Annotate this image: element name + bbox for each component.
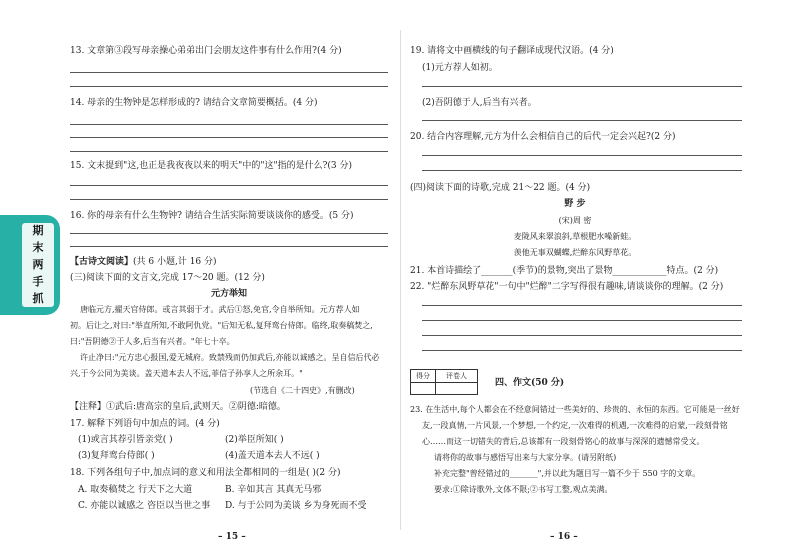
passage-line: 曰:"吾阴德②于人多,后当有兴者。"年七十卒。 — [70, 337, 235, 346]
question-17-item: (2)举臣所知( ) — [225, 435, 284, 445]
option-c[interactable]: C. 亦能以诚感之 咨臣以当世之事 — [78, 501, 211, 511]
section-note: (共 6 小题,计 16 分) — [133, 257, 217, 267]
passage-source: (节选自《二十四史》,有删改) — [250, 386, 355, 395]
page-number: – 15 – — [218, 532, 246, 542]
passage-line: 唐临元方,擢天官侍郎。或言其弱于才。武后①怒,免官,令自举所知。元方荐人如 — [80, 305, 360, 314]
option-d[interactable]: D. 与于公同为美谈 乡为身死而不受 — [225, 501, 367, 511]
answer-line[interactable] — [70, 233, 388, 234]
question-20: 20. 结合内容理解,元方为什么会相信自己的后代一定会兴起?(2 分) — [410, 132, 676, 142]
poem-title: 野 步 — [564, 199, 586, 209]
score-label: 得分 — [411, 370, 436, 383]
answer-line[interactable] — [70, 86, 388, 87]
question-15: 15. 文末提到"这,也正是我夜夜以来的明天"中的"这"指的是什么?(3 分) — [70, 161, 353, 171]
essay-prompt: 友,一段真情,一片风景,一个梦想,一个约定,一次难得的机遇,一次难得的启蒙,一段刻骨铭 — [422, 421, 728, 430]
section-heading — [70, 256, 217, 268]
question-17-item: (4)盖天道本去人不远( ) — [225, 451, 320, 461]
question-18: 18. 下列各组句子中,加点词的意义和用法全都相同的一组是( )(2 分) — [70, 468, 341, 478]
answer-line[interactable] — [70, 185, 388, 186]
answer-line[interactable] — [422, 350, 742, 351]
annotation-note: 【注释】①武后:唐高宗的皇后,武则天。②阴德:暗德。 — [70, 402, 286, 412]
question-17-item: (3)复拜鸾台侍郎( ) — [78, 451, 155, 461]
answer-line[interactable] — [422, 335, 742, 336]
answer-line[interactable] — [70, 199, 388, 200]
poem-line: 羡他无事双蝴蝶,烂醉东风野草花。 — [513, 248, 637, 257]
essay-requirements: 要求:①除诗歌外,文体不限;②书写工整,观点美满。 — [434, 485, 613, 494]
question-17-item: (1)或言其荐引皆亲党( ) — [78, 435, 173, 445]
right-page — [400, 0, 800, 556]
side-tab — [0, 215, 60, 315]
question-19: 19. 请将文中画横线的句子翻译成现代汉语。(4 分) — [410, 46, 614, 56]
question-14: 14. 母亲的生物钟是怎样形成的? 请结合文章简要概括。(4 分) — [70, 98, 318, 108]
passage-line: 许止净曰:"元方忠心报国,爱无城府。致禁残而仍加武后,亦能以诚感之。呈自信后代必 — [80, 353, 380, 362]
poem-line: 麦陇风来翠浪斜,草根肥水噪新蛙。 — [513, 232, 637, 241]
side-tab-label: 期 末 两 手 抓 — [22, 223, 54, 307]
essay-instruction: 请将你的故事与感悟写出来与大家分享。(请另附纸) — [434, 453, 617, 462]
answer-line[interactable] — [422, 86, 742, 87]
subsection-3: (三)阅读下面的文言文,完成 17～20 题。(12 分) — [70, 273, 265, 283]
essay-instruction: 补充完整"曾经错过的_______",并以此为题目写一篇不少于 550 字的文章。 — [434, 469, 701, 478]
essay-title: 元方举知 — [210, 289, 247, 299]
question-13: 13. 文章第③段写母亲操心弟弟出门会朋友这件事有什么作用?(4 分) — [70, 46, 342, 56]
passage-line: 兴,于今公同为美谈。盖天道本去人不远,菲信子孙享人之所余耳。" — [70, 369, 303, 378]
answer-line[interactable] — [70, 151, 388, 152]
grader-label: 评卷人 — [436, 370, 477, 383]
option-b[interactable]: B. 辛如其言 其真无马邪 — [225, 485, 322, 495]
poem-author: (宋)周 密 — [558, 216, 592, 225]
page-divider — [400, 30, 401, 530]
question-16: 16. 你的母亲有什么生物钟? 请结合生活实际简要谈谈你的感受。(5 分) — [70, 211, 354, 221]
section-4-title: 四、作文(50 分) — [495, 378, 565, 388]
answer-line[interactable] — [70, 72, 388, 73]
option-a[interactable]: A. 取奏稿焚之 行天下之大道 — [78, 485, 193, 495]
score-divider — [435, 382, 436, 394]
section-title: 【古诗文阅读】 — [70, 257, 134, 267]
answer-line[interactable] — [422, 170, 742, 171]
score-box — [410, 369, 478, 395]
essay-prompt: 心……而这一切错失的背后,总该都有一段刻骨铭心的故事与深深的遗憾常受文。 — [422, 437, 705, 446]
answer-line[interactable] — [70, 137, 388, 138]
question-21: 21. 本首诗描绘了_______(季节)的景物,突出了景物____________特点。(2 分) — [410, 266, 719, 276]
passage-line: 初。后让之,对曰:"举直所知,不敢阿仇党。"后知无私,复拜鸾台侍郎。临终,取奏稿焚之, — [70, 321, 373, 330]
answer-line[interactable] — [422, 155, 742, 156]
answer-line[interactable] — [422, 320, 742, 321]
question-19-item: (1)元方荐人如初。 — [422, 63, 498, 73]
essay-prompt: 23. 在生活中,每个人都会在不经意间错过一些美好的、珍贵的、永恒的东西。它可能是一丝好 — [410, 405, 740, 414]
question-22: 22. "烂醉东风野草花"一句中"烂醉"二字写得很有趣味,请谈谈你的理解。(2 分) — [410, 282, 724, 292]
page-number: – 16 – — [550, 532, 578, 542]
question-19-item: (2)吾阴德于人,后当有兴者。 — [422, 98, 537, 108]
subsection-4: (四)阅读下面的诗歌,完成 21～22 题。(4 分) — [410, 183, 591, 193]
answer-line[interactable] — [70, 124, 388, 125]
answer-line[interactable] — [422, 120, 742, 121]
question-17: 17. 解释下列语句中加点的词。(4 分) — [70, 419, 220, 429]
answer-line[interactable] — [422, 305, 742, 306]
answer-line[interactable] — [70, 246, 388, 247]
